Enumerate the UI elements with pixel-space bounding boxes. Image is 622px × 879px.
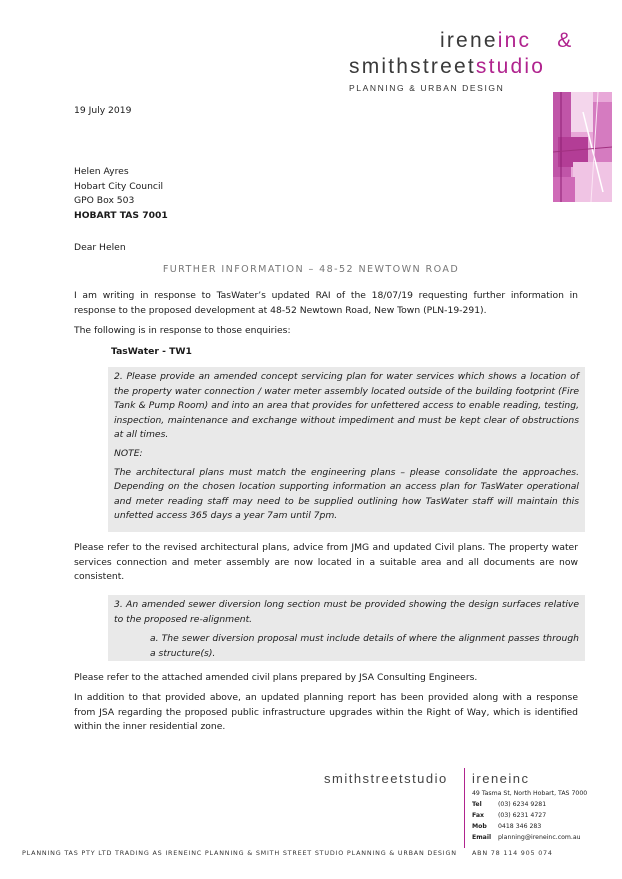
footer-contact xyxy=(472,788,587,843)
salutation: Dear Helen xyxy=(74,242,126,253)
response-paragraph-1: Please refer to the revised architectural plans, advice from JMG and updated Civil plans. The property water services connection and meter assembly are now located in a suitable area and all documents are now consistent. xyxy=(74,542,578,583)
recipient-box: GPO Box 503 xyxy=(74,195,135,206)
intro-paragraph: I am writing in response to TasWater’s updated RAI of the 18/07/19 requesting further information in response to the proposed development at 48-52 Newtown Road, New Town (PLN-19-291). xyxy=(74,290,578,316)
quote-note: The architectural plans must match the engineering plans – please consolidate the approaches. Depending on the chosen location supporting information an access plan for TasWater operational and meter reading staff may need to be supplied outlining how TasWater staff will maintain this unfetted access 365 days a year 7am until 7pm. xyxy=(114,466,579,522)
footer-logo-studio: smithstreetstudio xyxy=(324,771,448,786)
letter-title: FURTHER INFORMATION – 48-52 NEWTOWN ROAD xyxy=(162,264,460,275)
recipient-address xyxy=(74,165,168,223)
footer-logo-irene: ireneinc xyxy=(472,771,530,786)
quote-block-tw1 xyxy=(108,367,585,532)
quote-block-sewer xyxy=(108,595,585,661)
footer-mob: Mob 0418 346 283 xyxy=(472,823,542,830)
subheading-taswater: TasWater - TW1 xyxy=(111,346,192,357)
logo-line-ireneinc: ireneinc & xyxy=(440,29,574,52)
quote-subitem-a: a. The sewer diversion proposal must include details of where the alignment passes through a structure(s). xyxy=(150,633,579,659)
quote-note-label: NOTE: xyxy=(114,447,143,459)
footer-tel: Tel (03) 6234 9281 xyxy=(472,801,547,808)
footer-abn: ABN 78 114 905 074 xyxy=(472,849,553,857)
response-paragraph-2: Please refer to the attached amended civil plans prepared by JSA Consulting Engineers. xyxy=(74,672,478,683)
logo-tagline: PLANNING & URBAN DESIGN xyxy=(349,83,505,93)
letterhead-image xyxy=(553,92,612,202)
recipient-city: HOBART TAS 7001 xyxy=(74,209,168,221)
footer-divider xyxy=(464,768,465,848)
quote-item-2: 2. Please provide an amended concept servicing plan for water services which shows a location of the property water connection / water meter assembly located outside of the building footprint (Fire Tank & Pump Room) and into an area that provides for unfettered access to enable reading, testing, inspection, maintenance and exchange without impediment and must be kept clear of obstructions at all times. xyxy=(114,371,579,441)
recipient-organisation: Hobart City Council xyxy=(74,180,164,192)
quote-item-3: 3. An amended sewer diversion long section must be provided showing the design surfaces relative to the proposed re-alignment. xyxy=(114,599,579,625)
footer-address: 49 Tasma St, North Hobart, TAS 7000 xyxy=(472,790,588,797)
recipient-name: Helen Ayres xyxy=(74,166,129,177)
following-paragraph: The following is in response to those enquiries: xyxy=(74,325,291,336)
footer-fax: Fax (03) 6231 4727 xyxy=(472,812,547,819)
letter-date: 19 July 2019 xyxy=(74,105,132,116)
footer-email: Email planning@ireneinc.com.au xyxy=(472,834,581,841)
logo-line-smithstreetstudio: smithstreetstudio xyxy=(349,55,546,78)
footer-company-line: PLANNING TAS PTY LTD TRADING AS IRENEINC PLANNING & SMITH STREET STUDIO PLANNING & URBAN DESIGN xyxy=(22,849,457,857)
closing-paragraph: In addition to that provided above, an updated planning report has been provided along with a response from JSA regarding the proposed public infrastructure upgrades within the Right of Way, which is identified within the inner residential zone. xyxy=(74,692,578,733)
